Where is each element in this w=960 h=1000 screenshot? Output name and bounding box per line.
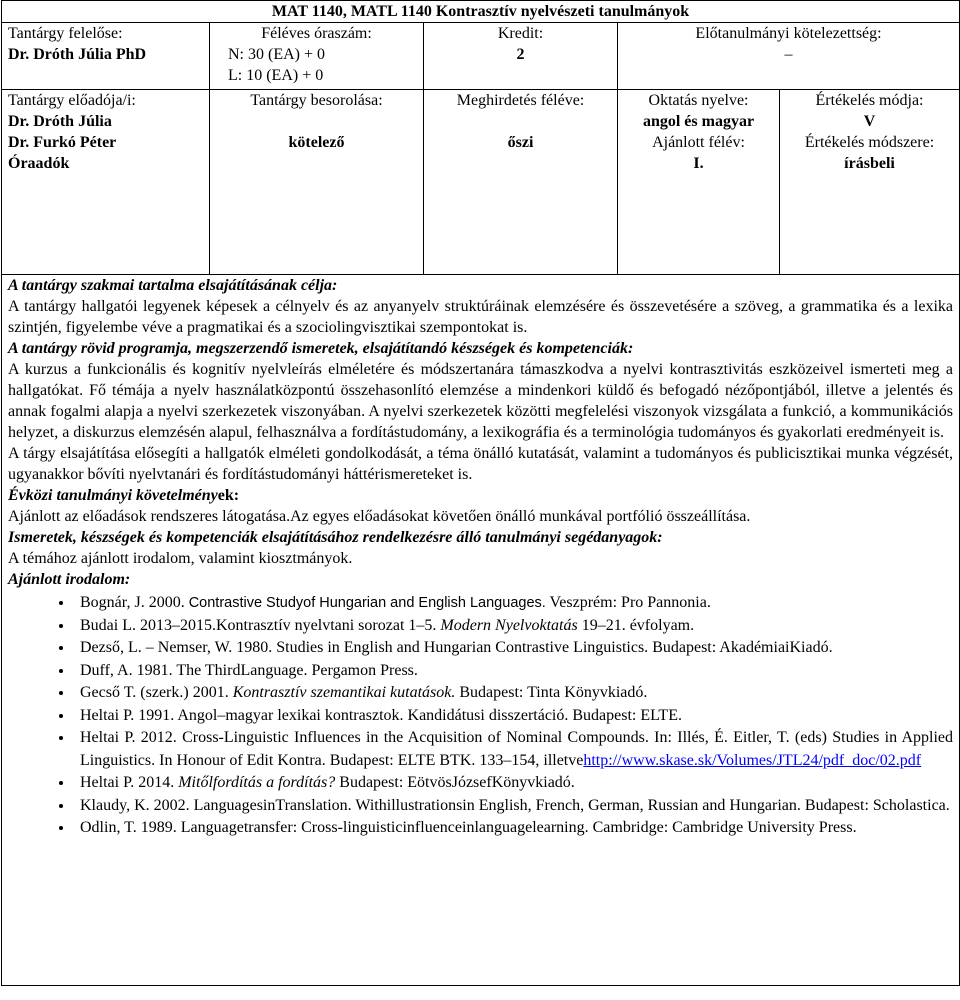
semester-cell: [424, 90, 618, 275]
lecturer-label: Tantárgy előadója/i:: [8, 92, 136, 109]
reference-item: • Heltai P. 2012. Cross-Linguistic Influences in the Acquisition of Nominal Compounds. In: Illés, É. Eitler, T. (eds) Studies in Applied Linguistics. In Honour of Edit Kontra. Budapest: ELTE BTK. 133–154, illetvehttp://www.skase.sk/Volumes/JTL24/pdf_doc/02.pdf: [74, 727, 953, 772]
eval-mode-label: Értékelés módja:: [815, 92, 924, 109]
classification-label: Tantárgy besorolása:: [250, 92, 383, 109]
hours-n: N: 30 (EA) + 0: [228, 46, 326, 63]
body-row: [2, 275, 960, 986]
reference-link[interactable]: http://www.skase.sk/Volumes/JTL24/pdf_doc/02.pdf: [583, 751, 922, 769]
responsible-cell: [2, 23, 210, 90]
credit-label: Kredit:: [497, 25, 544, 42]
reference-item: • Heltai P. 1991. Angol–magyar lexikai kontrasztok. Kandidátusi disszertáció. Budapest: ELTE.: [74, 705, 953, 728]
recommended-value: I.: [693, 155, 704, 172]
reference-item: • Dezső, L. – Nemser, W. 1980. Studies in English and Hungarian Contrastive Linguistics. Budapest: AkadémiaiKiadó.: [74, 637, 953, 660]
requirements-heading-italic: Évközi tanulmányi követelmény: [8, 487, 218, 504]
lecturer-3: Óraadók: [8, 155, 70, 172]
course-description: [2, 275, 960, 986]
language-cell: [618, 90, 780, 275]
header-row-1: [2, 23, 960, 90]
course-title: MAT 1140, MATL 1140 Kontrasztív nyelvészeti tanulmányok: [2, 1, 960, 23]
reference-item: • Klaudy, K. 2002. LanguagesinTranslation. Withillustrationsin English, French, German, Russian and Hungarian. Budapest: Scholastica.: [74, 795, 953, 818]
reference-item: • Gecső T. (szerk.) 2001. Kontrasztív szemantikai kutatások. Budapest: Tinta Könyvkiadó.: [74, 682, 953, 705]
responsible-label: Tantárgy felelőse:: [8, 25, 123, 42]
goal-heading: A tantárgy szakmai tartalma elsajátításának célja:: [8, 277, 338, 294]
reference-item: • Bognár, J. 2000. Contrastive Studyof Hungarian and English Languages. Veszprém: Pro Pannonia.: [74, 592, 953, 615]
materials-heading: Ismeretek, készségek és kompetenciák elsajátításához rendelkezésre álló tanulmányi segédanyagok:: [8, 529, 663, 546]
language-label: Oktatás nyelve:: [648, 92, 749, 109]
reference-item: • Duff, A. 1981. The ThirdLanguage. Pergamon Press.: [74, 660, 953, 683]
materials-text: A témához ajánlott irodalom, valamint kiosztmányok.: [8, 550, 353, 567]
literature-heading: Ajánlott irodalom:: [8, 571, 131, 588]
reference-item: • Heltai P. 2014. Mitőlfordítás a fordítás? Budapest: EötvösJózsefKönyvkiadó.: [74, 772, 953, 795]
program-text-1: A kurzus a funkcionális és kognitív nyelvleírás elméletére és módszertanára támaszkodva a nyelvi kontrasztivitás eszközeivel ismerteti meg a hallgatókat. Fő témája a nyelv használatközpontú összehasonlító elemzése a mindenkori küldő és befogadó nézőpontjából, illetve a jelentés és annak fogalmi alapja a nyelvi szerkezetek viszonyában. A nyelvi szerkezetek közötti megfelelési viszonyok vizsgálata a funkció, a kommunikációs helyzet, a diskurzus elemzésén alapul, felhasználva a fordítástudomány, a lexikográfia és a terminológia tudományos és gyakorlati eredményeit is.: [8, 361, 954, 441]
responsible-name: Dr. Dróth Júlia PhD: [8, 46, 147, 63]
course-sheet-table: [1, 0, 960, 986]
prereq-value: –: [784, 46, 793, 63]
eval-method-value: írásbeli: [844, 155, 895, 172]
reference-list: [8, 592, 953, 840]
requirements-text: Ajánlott az előadások rendszeres látogatása.Az egyes előadásokat követően önálló munkával portfólió összeállítása.: [8, 508, 751, 525]
classification-value: kötelező: [288, 134, 345, 151]
reference-item: • Odlin, T. 1989. Languagetransfer: Cross-linguisticinfluenceinlanguagelearning. Cambridge: Cambridge University Press.: [74, 817, 953, 840]
semester-value: őszi: [507, 134, 534, 151]
program-text-2: A tárgy elsajátítása elősegíti a hallgatók elméleti gondolkodását, a téma önálló kutatását, valamint a tudományos és publicisztikai munka végzését, ugyanakkor bővíti nyelvtanári és fordítástudományi háttérismereteket is.: [8, 445, 954, 483]
recommended-label: Ajánlott félév:: [652, 134, 745, 151]
hours-label: Féléves óraszám:: [261, 25, 372, 42]
header-row-2: [2, 90, 960, 275]
classification-cell: [210, 90, 424, 275]
language-value: angol és magyar: [642, 113, 755, 130]
lecturer-2: Dr. Furkó Péter: [8, 134, 117, 151]
hours-l: L: 10 (EA) + 0: [228, 67, 324, 84]
prereq-label: Előtanulmányi kötelezettség:: [695, 25, 882, 42]
requirements-heading: [8, 485, 953, 506]
credit-value: 2: [516, 46, 525, 63]
lecturer-cell: [2, 90, 210, 275]
semester-label: Meghirdetés féléve:: [456, 92, 585, 109]
program-heading: A tantárgy rövid programja, megszerzendő ismeretek, elsajátítandó készségek és kompetenciák:: [8, 340, 634, 357]
evaluation-cell: [780, 90, 960, 275]
lecturer-1: Dr. Dróth Júlia: [8, 113, 112, 130]
reference-item: • Budai L. 2013–2015.Kontrasztív nyelvtani sorozat 1–5. Modern Nyelvoktatás 19–21. évfolyam.: [74, 615, 953, 638]
prereq-cell: [618, 23, 960, 90]
title-row: [2, 1, 960, 23]
eval-mode-value: V: [863, 113, 876, 130]
credit-cell: [424, 23, 618, 90]
hours-cell: [210, 23, 424, 90]
requirements-heading-rest: ek:: [217, 487, 240, 504]
eval-method-label: Értékelés módszere:: [804, 134, 935, 151]
goal-text: A tantárgy hallgatói legyenek képesek a célnyelv és az anyanyelv struktúráinak elemzésére és összevetésére a szöveg, a grammatika és a lexika szintjén, figyelembe véve a pragmatikai és a szociolingvisztikai szempontokat is.: [8, 298, 954, 336]
